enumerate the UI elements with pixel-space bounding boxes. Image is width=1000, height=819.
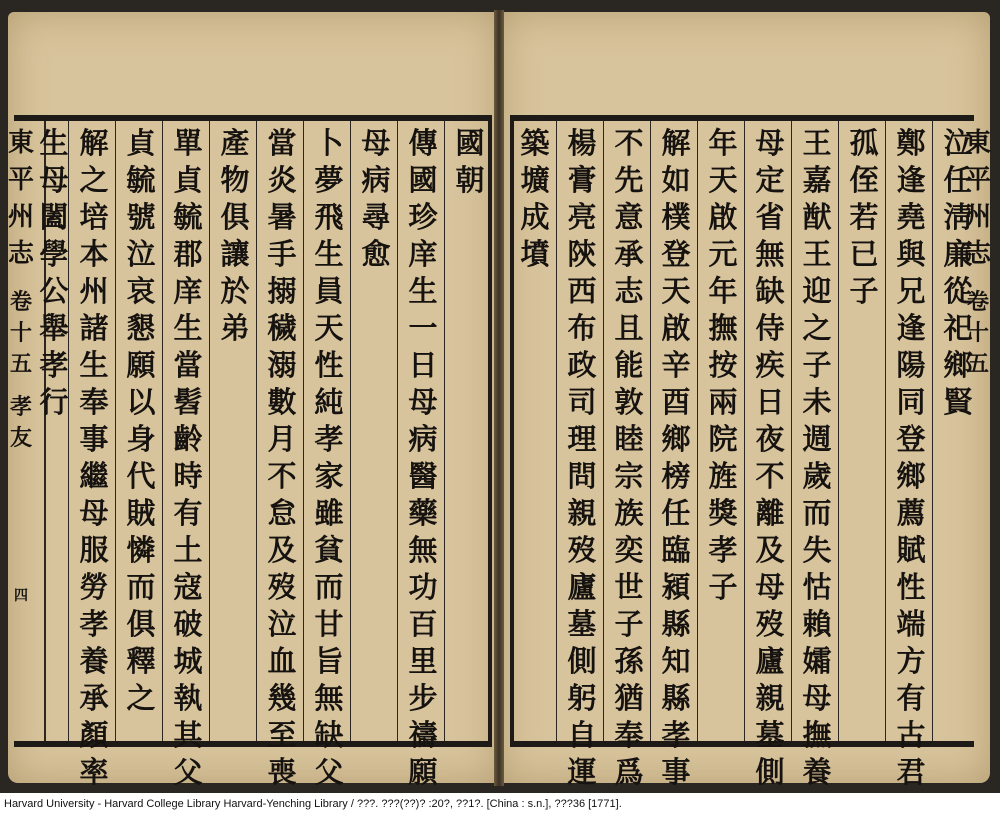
right-column-9: 楊 膏 亮 陝 西 布 政 司 理 問 親 歿 廬 墓 側 躬 自 運 (567, 126, 597, 789)
left-column-9: 解 之 培 本 州 諸 生 奉 事 繼 母 服 勞 孝 養 承 顏 率 (79, 126, 109, 789)
right-running-title: 東 平 州 志 (965, 128, 992, 269)
left-column-1: 國 朝 (455, 126, 485, 197)
right-column-6: 年 天 啟 元 年 撫 按 兩 院 旌 獎 孝 子 (708, 126, 738, 604)
right-column-10: 築 壙 成 墳 (520, 126, 550, 271)
left-column-4: 卜 夢 飛 生 員 天 性 純 孝 家 雖 貧 而 甘 旨 無 缺 父 (314, 126, 344, 789)
left-section-label: 孝 友 (9, 394, 32, 451)
right-column-3: 孤 侄 若 已 子 (849, 126, 879, 308)
right-column-2: 鄭 逢 堯 與 兄 逢 陽 同 登 鄉 薦 賦 性 端 方 有 古 君 (896, 126, 926, 789)
left-column-6: 產 物 俱 讓 於 弟 (220, 126, 250, 345)
book-spine (494, 10, 504, 786)
right-juan-label: 卷 十 五 (966, 289, 989, 377)
left-column-8: 貞 毓 號 泣 哀 懇 願 以 身 代 賊 憐 而 俱 釋 之 (126, 126, 156, 715)
left-column-10: 生 母 闔 學 公 舉 孝 行 (39, 126, 69, 419)
right-column-8: 不 先 意 承 志 且 能 敦 睦 宗 族 奕 世 子 孫 猶 奉 爲 (614, 126, 644, 789)
right-column-1: 泣 任 淸 廉 從 祀 鄉 賢 (943, 126, 973, 419)
left-page-number: 四 (14, 588, 28, 604)
right-column-5: 母 定 省 無 缺 侍 疾 日 夜 不 離 及 母 歿 廬 親 墓 側 (755, 126, 785, 789)
right-column-7: 解 如 樸 登 天 啟 辛 酉 鄉 榜 任 臨 潁 縣 知 縣 孝 事 (661, 126, 691, 789)
library-caption: Harvard University - Harvard College Library Harvard-Yenching Library / ???. ???(??)? :20?, ??1?. [China : s.n.], ???36 [1771]. (4, 798, 622, 810)
left-text-frame (14, 115, 492, 789)
left-column-5: 當 炎 暑 手 搦 穢 溺 數 月 不 怠 及 歿 泣 血 幾 至 喪 (267, 126, 297, 789)
left-column-3: 母 病 尋 愈 (361, 126, 391, 271)
right-text-frame (510, 115, 974, 789)
left-column-2: 傳 國 珍 庠 生 一 日 母 病 醫 藥 無 功 百 里 步 禱 願 (408, 126, 438, 789)
right-column-4: 王 嘉 猷 王 迎 之 子 未 週 歲 而 失 怙 賴 孀 母 撫 養 (802, 126, 832, 789)
left-juan-label: 卷 十 五 (9, 289, 32, 377)
left-running-title: 東 平 州 志 (8, 128, 35, 269)
left-column-7: 單 貞 毓 郡 庠 生 當 髫 齡 時 有 土 寇 破 城 執 其 父 (173, 126, 203, 789)
